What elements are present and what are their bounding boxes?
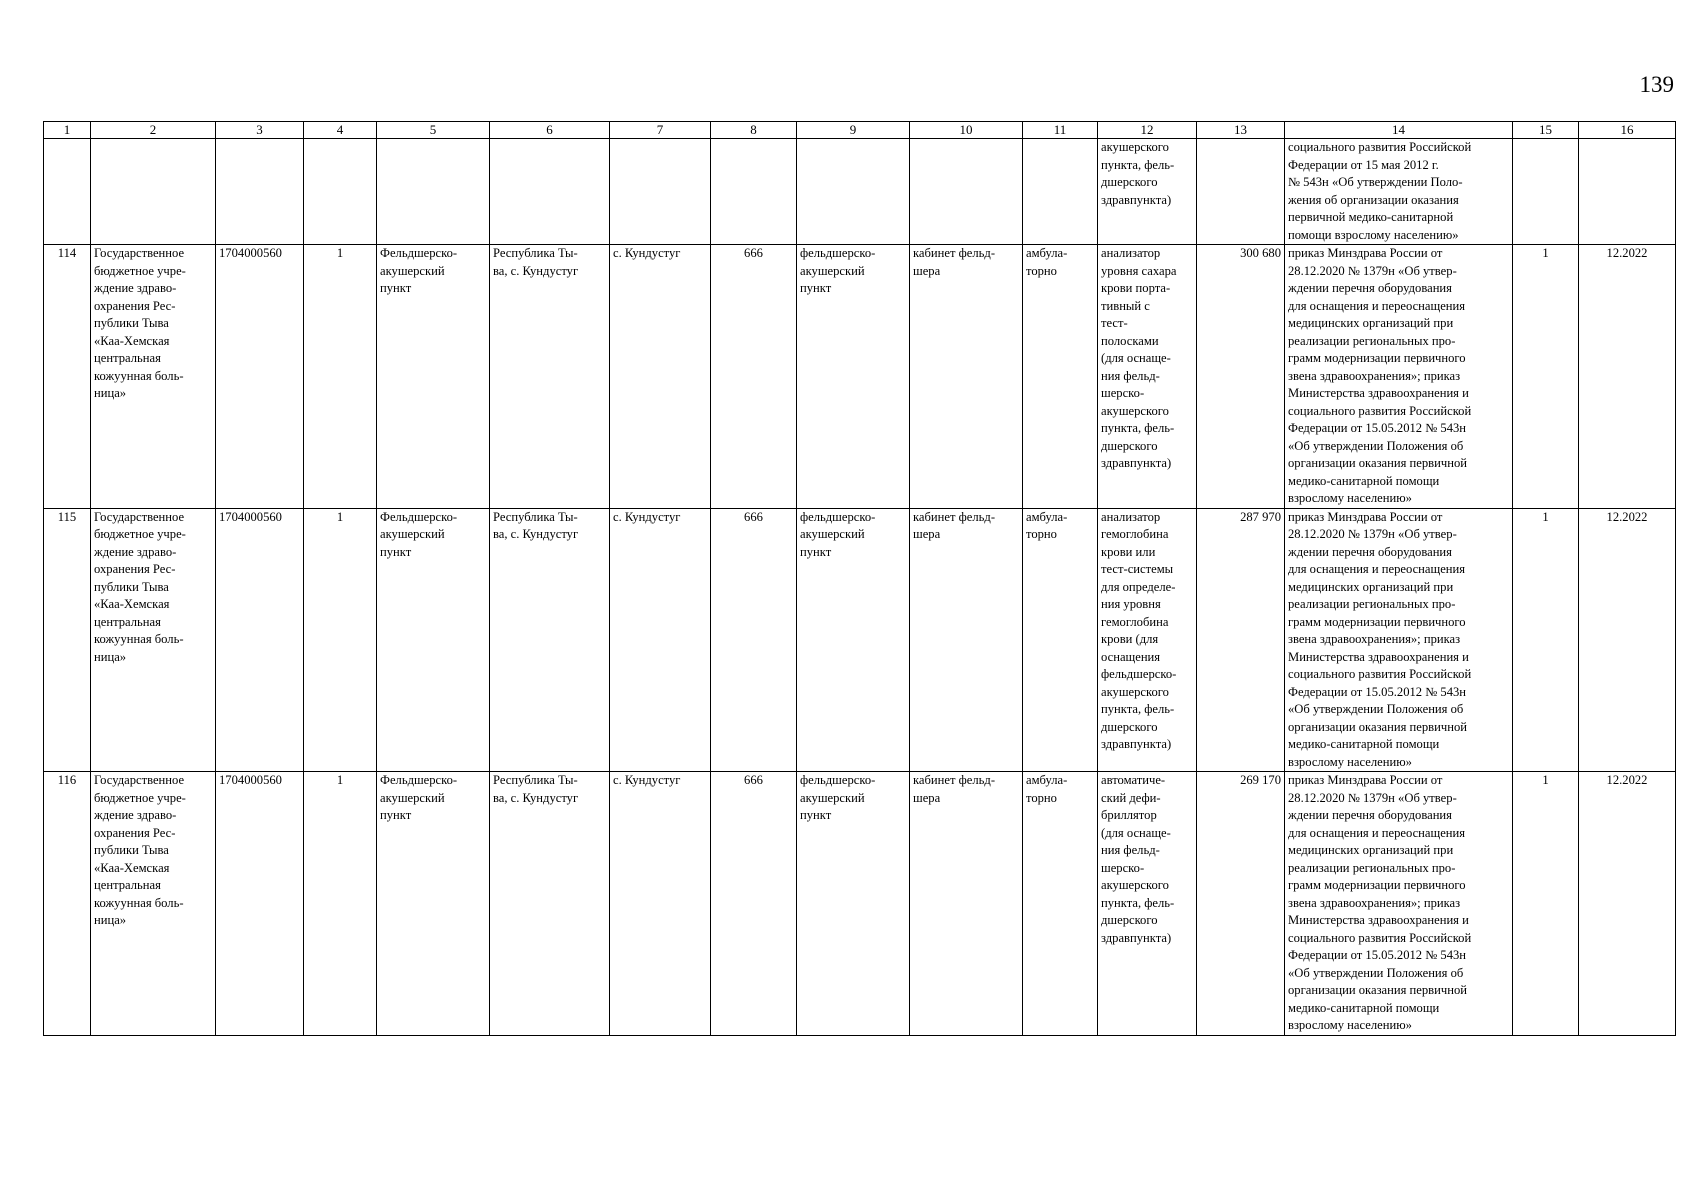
equipment-cell: анализатор уровня сахара крови порта- тивный с тест- полосками (для оснаще- ния фельд- шерско- акушерского пункта, фель- дшерского здравпункта) [1098,245,1197,509]
population-cell: 666 [711,245,797,509]
settlement-cell: с. Кундустуг [610,508,711,772]
inn-cell: 1704000560 [216,245,304,509]
row-number-cell: 114 [44,245,91,509]
equipment-cell: анализатор гемоглобина крови или тест-системы для определе- ния уровня гемоглобина крови (для оснащения фельдшерско- акушерского пункта, фель- дшерского здравпункта) [1098,508,1197,772]
address-cell: Республика Ты- ва, с. Кундустуг [490,245,610,509]
equipment-table [43,121,1676,1036]
column-header: 16 [1579,122,1676,139]
column-header: 1 [44,122,91,139]
unit-type-cell: фельдшерско- акушерский пункт [797,508,910,772]
population-cell: 666 [711,772,797,1036]
column-header: 3 [216,122,304,139]
count-cell: 1 [304,772,377,1036]
institution-cell: Государственное бюджетное учре- ждение здраво- охранения Рес- публики Тыва «Каа-Хемская центральная кожуунная боль- ница» [91,772,216,1036]
column-header: 8 [711,122,797,139]
room-cell: кабинет фельд- шера [910,245,1023,509]
table-row [44,772,1676,1036]
inn-cell: 1704000560 [216,772,304,1036]
column-header: 4 [304,122,377,139]
care-mode-cell: амбула- торно [1023,245,1098,509]
care-mode-cell: амбула- торно [1023,508,1098,772]
row-number-cell: 115 [44,508,91,772]
quantity-cell: 1 [1513,245,1579,509]
quantity-cell: 1 [1513,772,1579,1036]
row-number-cell: 116 [44,772,91,1036]
settlement-cell: с. Кундустуг [610,772,711,1036]
facility-type-cell: Фельдшерско- акушерский пункт [377,245,490,509]
legal-basis-cell: приказ Минздрава России от 28.12.2020 № 1379н «Об утвер- ждении перечня оборудования для оснащения и переоснащения медицинских организаций при реализации региональных про- грамм модернизации первичного звена здравоохранения»; приказ Министерства здравоохранения и социального развития Российской Федерации от 15.05.2012 № 543н «Об утверждении Положения об организации оказания первичной медико-санитарной помощи взрослому населению» [1285,772,1513,1036]
equipment-cell: акушерского пункта, фель- дшерского здравпункта) [1098,139,1197,245]
quantity-cell: 1 [1513,508,1579,772]
column-header: 14 [1285,122,1513,139]
room-cell: кабинет фельд- шера [910,508,1023,772]
institution-cell: Государственное бюджетное учре- ждение здраво- охранения Рес- публики Тыва «Каа-Хемская центральная кожуунная боль- ница» [91,508,216,772]
facility-type-cell: Фельдшерско- акушерский пункт [377,772,490,1036]
column-header: 2 [91,122,216,139]
table-row [44,245,1676,509]
institution-cell: Государственное бюджетное учре- ждение здраво- охранения Рес- публики Тыва «Каа-Хемская центральная кожуунная боль- ница» [91,245,216,509]
column-header: 9 [797,122,910,139]
count-cell: 1 [304,245,377,509]
column-header: 10 [910,122,1023,139]
date-cell: 12.2022 [1579,508,1676,772]
population-cell: 666 [711,508,797,772]
unit-type-cell: фельдшерско- акушерский пункт [797,245,910,509]
page-number: 139 [1639,72,1674,97]
legal-basis-cell: приказ Минздрава России от 28.12.2020 № 1379н «Об утвер- ждении перечня оборудования для оснащения и переоснащения медицинских организаций при реализации региональных про- грамм модернизации первичного звена здравоохранения»; приказ Министерства здравоохранения и социального развития Российской Федерации от 15.05.2012 № 543н «Об утверждении Положения об организации оказания первичной медико-санитарной помощи взрослому населению» [1285,245,1513,509]
address-cell: Республика Ты- ва, с. Кундустуг [490,772,610,1036]
column-header: 13 [1197,122,1285,139]
equipment-cell: автоматиче- ский дефи- бриллятор (для оснаще- ния фельд- шерско- акушерского пункта, фель- дшерского здравпункта) [1098,772,1197,1036]
continuation-row [44,139,1676,245]
column-header: 12 [1098,122,1197,139]
date-cell: 12.2022 [1579,245,1676,509]
unit-type-cell: фельдшерско- акушерский пункт [797,772,910,1036]
legal-basis-cell: социального развития Российской Федерации от 15 мая 2012 г. № 543н «Об утверждении Поло- жения об организации оказания первичной медико-санитарной помощи взрослому населению» [1285,139,1513,245]
price-cell: 287 970 [1197,508,1285,772]
inn-cell: 1704000560 [216,508,304,772]
address-cell: Республика Ты- ва, с. Кундустуг [490,508,610,772]
count-cell: 1 [304,508,377,772]
settlement-cell: с. Кундустуг [610,245,711,509]
column-header: 7 [610,122,711,139]
room-cell: кабинет фельд- шера [910,772,1023,1036]
price-cell: 300 680 [1197,245,1285,509]
column-header: 5 [377,122,490,139]
price-cell: 269 170 [1197,772,1285,1036]
column-header: 11 [1023,122,1098,139]
date-cell: 12.2022 [1579,772,1676,1036]
facility-type-cell: Фельдшерско- акушерский пункт [377,508,490,772]
legal-basis-cell: приказ Минздрава России от 28.12.2020 № 1379н «Об утвер- ждении перечня оборудования для оснащения и переоснащения медицинских организаций при реализации региональных про- грамм модернизации первичного звена здравоохранения»; приказ Министерства здравоохранения и социального развития Российской Федерации от 15.05.2012 № 543н «Об утверждении Положения об организации оказания первичной медико-санитарной помощи взрослому населению» [1285,508,1513,772]
table-row [44,508,1676,772]
column-number-row [44,122,1676,139]
column-header: 15 [1513,122,1579,139]
care-mode-cell: амбула- торно [1023,772,1098,1036]
column-header: 6 [490,122,610,139]
